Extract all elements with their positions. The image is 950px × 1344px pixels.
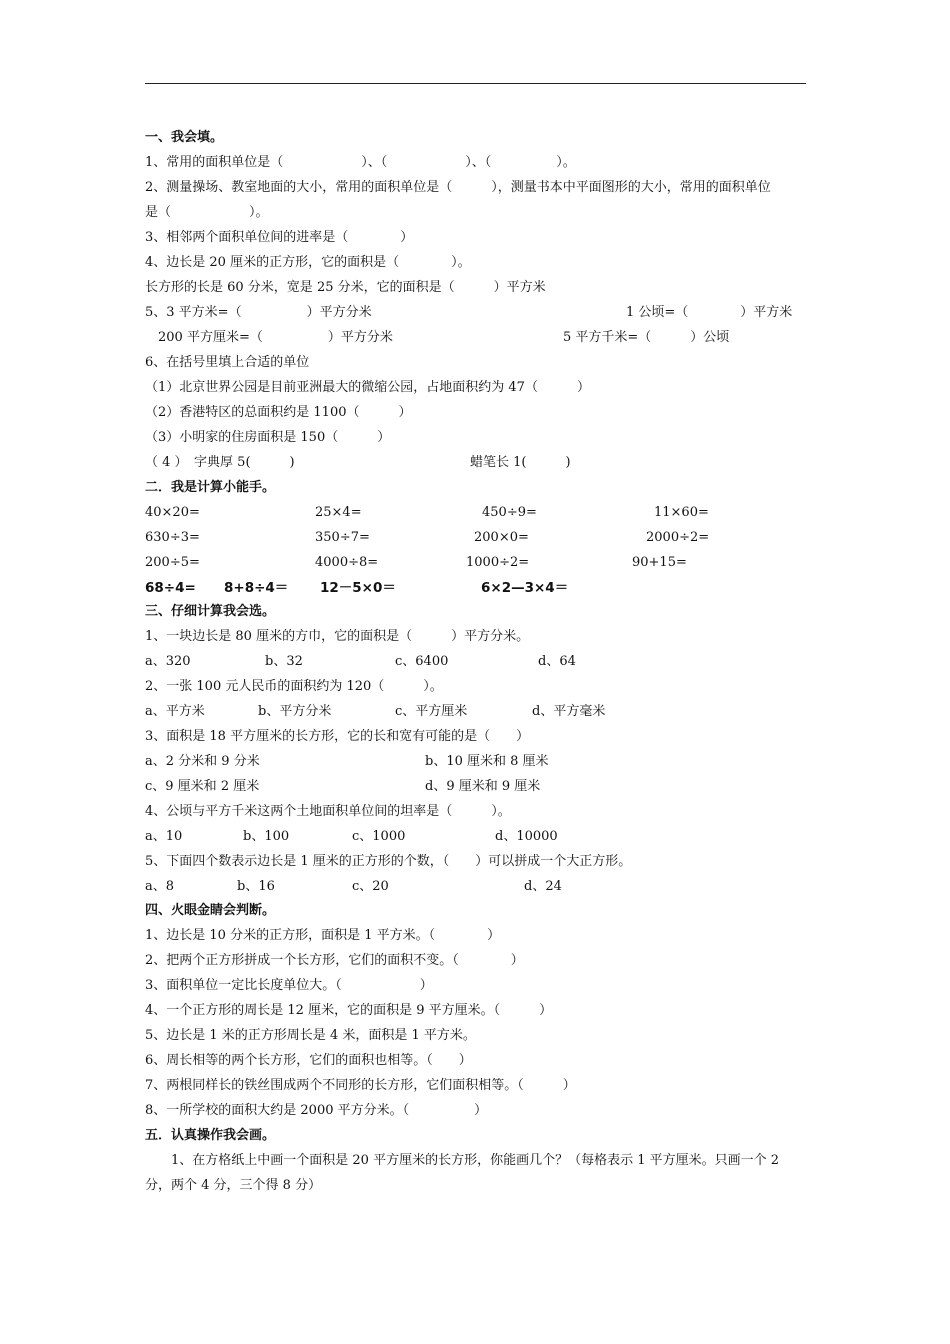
judge-item: 8、一所学校的面积大约是 2000 平方分米。（ ）: [145, 1103, 488, 1118]
section-5-title: 五．认真操作我会画。: [145, 1128, 276, 1143]
s3-q2-opt-a: a、平方米: [145, 704, 205, 719]
calc-r2-c1: 630÷3=: [145, 530, 200, 545]
judge-item: 2、把两个正方形拼成一个长方形，它们的面积不变。（ ）: [145, 953, 524, 968]
s3-q1-opt-d: d、64: [538, 654, 576, 669]
calc-r1-c4: 11×60=: [654, 505, 709, 520]
s1-q2-line1: 2、测量操场、教室地面的大小，常用的面积单位是（ ），测量书本中平面图形的大小，常用的面积单位: [145, 180, 771, 195]
calc-r1-c1: 40×20=: [145, 505, 200, 520]
header-rule: [145, 83, 806, 84]
s3-q3-opt-c: c、9 厘米和 2 厘米: [145, 779, 260, 794]
s3-q5-opt-d: d、24: [524, 879, 562, 894]
judge-item: 3、面积单位一定比长度单位大。（ ）: [145, 978, 433, 993]
s3-q1-opt-b: b、32: [265, 654, 303, 669]
judge-item: 1、边长是 10 分米的正方形，面积是 1 平方米。（ ）: [145, 928, 501, 943]
calc-r4-c3: 12－5×0＝: [320, 580, 396, 596]
calc-r3-c4: 90+15=: [632, 555, 687, 570]
s5-q1-line2: 分，两个 4 分，三个得 8 分）: [145, 1178, 322, 1193]
judge-item: 6、周长相等的两个长方形，它们的面积也相等。（ ）: [145, 1053, 472, 1068]
calc-r2-c4: 2000÷2=: [646, 530, 710, 545]
s1-q6-4a: （ 4 ） 字典厚 5( ): [145, 455, 295, 470]
s5-q1-line1: 1、在方格纸上中画一个面积是 20 平方厘米的长方形，你能画几个？（每格表示 1 平方厘米。只画一个 2: [145, 1153, 780, 1168]
s3-q3: 3、面积是 18 平方厘米的长方形，它的长和宽有可能的是（ ）: [145, 729, 530, 744]
s3-q4-opt-b: b、100: [243, 829, 290, 844]
calc-r3-c3: 1000÷2=: [466, 555, 530, 570]
calc-r3-c1: 200÷5=: [145, 555, 200, 570]
calc-r3-c2: 4000÷8=: [315, 555, 379, 570]
calc-r4-c2: 8+8÷4＝: [224, 580, 289, 596]
calc-r4-c4: 6×2—3×4＝: [481, 580, 569, 596]
s3-q4-opt-d: d、10000: [495, 829, 558, 844]
s1-q2-line2: 是（ ）。: [145, 205, 269, 220]
judge-item: 5、边长是 1 米的正方形周长是 4 米，面积是 1 平方米。: [145, 1028, 476, 1043]
calc-r2-c3: 200×0=: [474, 530, 529, 545]
calc-r1-c2: 25×4=: [315, 505, 362, 520]
s1-q5b-left: 200 平方厘米=（ ）平方分米: [158, 330, 393, 345]
s3-q2-opt-c: c、平方厘米: [395, 704, 468, 719]
s3-q3-opt-b: b、10 厘米和 8 厘米: [425, 754, 549, 769]
s1-q6: 6、在括号里填上合适的单位: [145, 355, 310, 370]
s3-q4: 4、公顷与平方千米这两个土地面积单位间的坦率是（ ）。: [145, 804, 511, 819]
s1-q6-3: （3）小明家的住房面积是 150（ ）: [145, 430, 391, 445]
section-1-title: 一、我会填。: [145, 130, 224, 145]
s3-q5-opt-b: b、16: [237, 879, 275, 894]
s1-q6-1: （1）北京世界公园是目前亚洲最大的微缩公园，占地面积约为 47（ ）: [145, 380, 590, 395]
s1-q3: 3、相邻两个面积单位间的进率是（ ）: [145, 230, 414, 245]
s1-q4-line2: 长方形的长是 60 分米，宽是 25 分米，它的面积是（ ）平方米: [145, 280, 546, 295]
judge-item: 7、两根同样长的铁丝围成两个不同形的长方形，它们面积相等。（ ）: [145, 1078, 576, 1093]
s3-q3-opt-d: d、9 厘米和 9 厘米: [425, 779, 541, 794]
calc-r4-c1: 68÷4=: [145, 580, 196, 596]
s3-q3-opt-a: a、2 分米和 9 分米: [145, 754, 260, 769]
s3-q5-opt-c: c、20: [352, 879, 389, 894]
s1-q6-2: （2）香港特区的总面积约是 1100（ ）: [145, 405, 412, 420]
s3-q1-opt-c: c、6400: [395, 654, 449, 669]
s1-q5a-right: 1 公顷=（ ）平方米: [626, 305, 793, 320]
s1-q5a-left: 5、3 平方米=（ ）平方分米: [145, 305, 372, 320]
s3-q2-opt-d: d、平方毫米: [532, 704, 606, 719]
s3-q5-opt-a: a、8: [145, 879, 175, 894]
section-4-title: 四、火眼金睛会判断。: [145, 903, 276, 918]
s3-q4-opt-c: c、1000: [352, 829, 406, 844]
s1-q1: 1、常用的面积单位是（ ）、（ ）、（ ）。: [145, 155, 576, 170]
calc-r1-c3: 450÷9=: [482, 505, 537, 520]
s3-q2-opt-b: b、平方分米: [258, 704, 332, 719]
judge-item: 4、一个正方形的周长是 12 厘米，它的面积是 9 平方厘米。（ ）: [145, 1003, 553, 1018]
s3-q1-opt-a: a、320: [145, 654, 191, 669]
s3-q4-opt-a: a、10: [145, 829, 183, 844]
calc-r2-c2: 350÷7=: [315, 530, 370, 545]
s1-q5b-right: 5 平方千米=（ ）公顷: [563, 330, 730, 345]
s1-q4-line1: 4、边长是 20 厘米的正方形，它的面积是（ ）。: [145, 255, 471, 270]
section-3-title: 三、仔细计算我会选。: [145, 604, 276, 619]
s1-q6-4b: 蜡笔长 1( ): [470, 455, 571, 470]
section-2-title: 二．我是计算小能手。: [145, 480, 276, 495]
s3-q5: 5、下面四个数表示边长是 1 厘米的正方形的个数，（ ）可以拼成一个大正方形。: [145, 854, 632, 869]
s3-q1: 1、一块边长是 80 厘米的方巾，它的面积是（ ）平方分米。: [145, 629, 530, 644]
s3-q2: 2、一张 100 元人民币的面积约为 120（ ）。: [145, 679, 443, 694]
